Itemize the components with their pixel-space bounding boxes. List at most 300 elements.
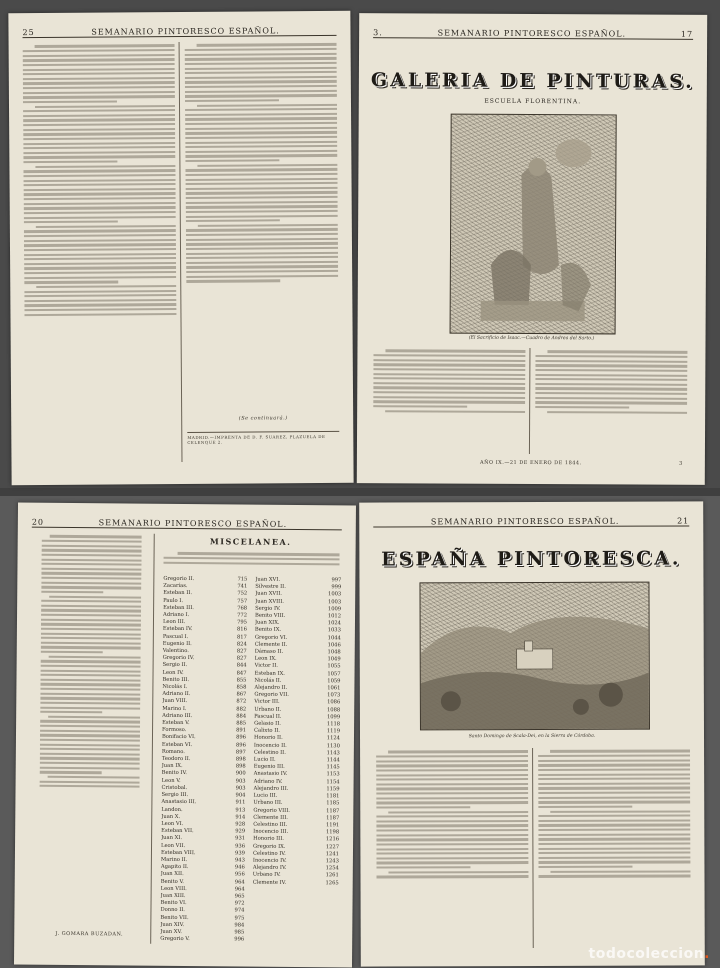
text-line: [23, 68, 175, 71]
text-line: [185, 48, 337, 51]
pope-year: 1153: [326, 771, 340, 778]
text-line: [538, 838, 690, 841]
text-line: [23, 81, 175, 84]
text-line: [376, 820, 528, 823]
pope-name: Esteban II.: [163, 590, 193, 597]
bottom-spread: [0, 496, 720, 968]
pope-year: 1187: [326, 814, 340, 822]
text-line: [185, 113, 337, 116]
pope-year: 913: [235, 806, 246, 814]
text-line: [23, 169, 175, 172]
text-line: [535, 378, 687, 381]
text-line: [535, 364, 687, 367]
text-line: [535, 401, 687, 404]
running-head: [32, 513, 342, 531]
pope-name: Adriano III.: [162, 712, 193, 719]
pope-year: 885: [236, 720, 247, 727]
pope-name: Adriano IV.: [253, 778, 283, 785]
running-head: [373, 511, 689, 527]
text-line: [24, 294, 176, 297]
text-line: [385, 410, 525, 413]
pope-year: 752: [237, 590, 248, 597]
text-line: [186, 187, 338, 190]
pope-name: Juan XVI.: [255, 576, 281, 583]
pope-year: 985: [234, 929, 245, 936]
engraving-landscape: [419, 582, 650, 731]
pope-name: Esteban VIII.: [160, 849, 196, 856]
pope-name: Urbano II.: [254, 706, 282, 713]
text-line: [41, 623, 141, 626]
body-column-left: [23, 42, 178, 463]
text-line: [40, 739, 140, 742]
pope-year: 827: [236, 655, 247, 662]
pope-year: 1059: [327, 678, 341, 685]
text-line: [538, 768, 690, 771]
text-line: [23, 49, 175, 52]
text-line: [40, 711, 102, 714]
text-line: [23, 118, 175, 121]
pope-name: Leon III.: [162, 619, 186, 626]
text-line: [538, 861, 690, 864]
pope-year: 965: [234, 893, 245, 900]
text-line: [24, 239, 176, 242]
running-head: [373, 23, 693, 40]
text-line: [185, 99, 279, 102]
text-line: [376, 815, 528, 818]
engraving-caption: Santo Domingo de Scala-Dei, en la Sierra de Córdoba.: [468, 733, 596, 740]
pope-name: Clemente III.: [253, 814, 288, 821]
pope-name: Alejandro III.: [253, 785, 289, 792]
pope-name: Gregorio II.: [163, 575, 195, 583]
text-line: [40, 766, 140, 769]
text-line: [40, 683, 140, 686]
pope-year: 795: [237, 619, 248, 626]
text-line: [23, 77, 175, 80]
printer-footer: MADRID.—IMPRENTA DE D. F. SUAREZ, PLAZUELA DE CELENQUE 2.: [187, 431, 339, 445]
pope-year: 914: [235, 814, 246, 821]
text-line: [24, 211, 176, 214]
text-line: [538, 829, 690, 832]
pope-year: 928: [235, 821, 246, 828]
pope-name: Zacarías.: [163, 583, 188, 590]
text-line: [373, 373, 525, 376]
text-line: [550, 810, 690, 813]
body-column-left: [373, 347, 526, 454]
text-line: [24, 253, 176, 256]
text-line: [386, 350, 526, 353]
pope-year: 858: [236, 684, 247, 691]
text-line: [41, 577, 141, 580]
pope-year: 1049: [327, 656, 341, 663]
text-line: [23, 132, 175, 135]
pope-name: Gregorio VIII.: [253, 807, 290, 814]
text-line: [538, 764, 690, 767]
text-line: [548, 351, 688, 354]
pope-name: Esteban IX.: [254, 670, 285, 677]
text-line: [186, 242, 338, 245]
text-line: [535, 374, 687, 377]
text-line: [36, 225, 176, 228]
pope-year: 896: [235, 742, 246, 749]
pope-year: 904: [235, 792, 246, 799]
pope-year: 975: [234, 914, 245, 922]
pope-name: Anastasio IV.: [253, 771, 288, 778]
pope-year: 1243: [325, 858, 339, 865]
text-line: [49, 595, 141, 598]
pope-year: 898: [235, 763, 246, 770]
text-line: [35, 105, 175, 108]
text-line: [41, 660, 141, 663]
text-line: [376, 760, 528, 763]
pope-year: 1012: [327, 613, 342, 620]
text-line: [23, 100, 117, 103]
text-line: [376, 764, 528, 767]
text-line: [24, 243, 176, 246]
text-line: [23, 142, 175, 145]
text-line: [186, 265, 338, 268]
text-line: [538, 875, 690, 878]
text-line: [24, 229, 176, 232]
pope-name: Gregorio IV.: [162, 655, 195, 662]
text-line: [24, 234, 176, 237]
text-line: [163, 561, 339, 565]
text-line: [185, 173, 337, 176]
text-line: [197, 43, 337, 46]
engraving-sacrifice-of-isaac: [450, 114, 617, 335]
page-bottom-left: [14, 503, 356, 968]
text-line: [164, 557, 340, 561]
text-line: [24, 262, 176, 265]
list-item: [160, 936, 244, 944]
pope-year: 1024: [327, 620, 342, 627]
text-line: [24, 192, 176, 195]
pope-year: 1057: [327, 670, 341, 677]
pope-year: 891: [236, 727, 247, 734]
text-line: [550, 750, 690, 753]
text-line: [535, 360, 687, 363]
column-rule: [529, 348, 531, 454]
text-line: [538, 759, 690, 762]
text-line: [36, 165, 176, 168]
page-number: 17: [680, 29, 694, 39]
text-line: [535, 406, 629, 409]
pope-year: 1265: [325, 879, 339, 886]
text-line: [535, 392, 687, 395]
list-item: [253, 879, 339, 887]
text-line: [23, 58, 175, 61]
pope-name: Inocencio IV.: [252, 857, 287, 864]
pope-name: Benito IX.: [254, 627, 282, 634]
text-line: [185, 159, 279, 162]
page-number: 25: [22, 28, 35, 38]
pope-name: Esteban VII.: [161, 827, 194, 835]
text-line: [41, 563, 141, 566]
pope-year: 999: [331, 584, 342, 591]
text-line: [185, 62, 337, 65]
text-line: [376, 787, 528, 790]
pope-name: Anastasio III.: [161, 799, 197, 806]
text-line: [185, 117, 337, 120]
text-line: [41, 665, 141, 668]
pope-year: 997: [331, 577, 342, 584]
text-line: [186, 280, 280, 283]
text-line: [185, 154, 337, 157]
pope-year: 882: [236, 706, 247, 713]
text-line: [23, 114, 175, 117]
pope-year: 1009: [327, 606, 342, 613]
pope-year: 896: [236, 734, 247, 742]
text-line: [48, 716, 140, 719]
text-line: [376, 834, 528, 837]
pope-name: Gregorio V.: [160, 935, 190, 943]
text-line: [538, 824, 690, 827]
signature-number: 3.: [373, 28, 383, 38]
pope-year: 1048: [327, 649, 341, 656]
pope-year: 911: [235, 799, 246, 806]
pope-year: 1198: [325, 829, 340, 836]
text-line: [186, 191, 338, 194]
pope-name: Gregorio VI.: [254, 634, 288, 641]
popes-intro: [163, 550, 339, 574]
text-line: [24, 276, 176, 279]
column-rule: [179, 42, 183, 462]
text-line: [41, 605, 141, 608]
pope-name: Landon.: [161, 806, 183, 813]
text-line: [40, 762, 140, 765]
text-line: [538, 778, 690, 781]
pope-year: 872: [236, 698, 247, 705]
pope-name: Marino II.: [160, 856, 188, 863]
page-number: 21: [677, 516, 690, 526]
text-line: [24, 281, 118, 284]
text-line: [24, 183, 176, 186]
text-line: [538, 796, 690, 799]
pope-year: 1254: [325, 865, 339, 872]
pope-year: 824: [236, 641, 247, 648]
text-line: [24, 197, 176, 200]
text-line: [178, 552, 340, 556]
text-line: [42, 549, 142, 552]
engraving-figures: [451, 115, 616, 334]
text-line: [23, 155, 175, 158]
text-line: [376, 861, 528, 864]
pope-name: Pascual I.: [162, 633, 189, 640]
text-line: [186, 238, 338, 241]
pope-name: Celestino II.: [253, 749, 286, 756]
pope-name: Juan VIII.: [162, 698, 188, 705]
text-line: [373, 363, 525, 366]
text-line: [388, 750, 528, 753]
pope-year: 956: [234, 871, 245, 878]
pope-year: 1187: [326, 807, 340, 814]
pope-name: Sergio III.: [161, 791, 189, 799]
text-line: [23, 91, 175, 94]
pope-name: Nicolás II.: [254, 677, 282, 684]
text-line: [376, 824, 528, 827]
pope-year: 1185: [326, 800, 340, 807]
pope-year: 929: [235, 828, 246, 835]
text-line: [24, 206, 176, 209]
text-line: [41, 674, 141, 677]
text-line: [185, 168, 337, 171]
text-line: [547, 411, 687, 414]
column-rule: [150, 534, 155, 944]
pope-year: 943: [234, 857, 245, 864]
pope-year: 1130: [326, 742, 340, 750]
text-line: [376, 778, 528, 781]
text-line: [376, 843, 528, 846]
text-line: [24, 271, 176, 274]
pope-name: Esteban VI.: [161, 741, 193, 748]
text-line: [198, 164, 338, 167]
text-line: [24, 248, 176, 251]
text-line: [41, 618, 141, 621]
text-line: [376, 857, 528, 860]
pope-year: 1003: [328, 591, 342, 598]
text-line: [24, 266, 176, 269]
text-line: [41, 646, 141, 649]
text-line: [538, 856, 690, 859]
text-line: [186, 182, 338, 185]
pope-name: Juan XIV.: [160, 921, 185, 928]
text-line: [40, 679, 140, 682]
text-line: [186, 251, 338, 254]
text-line: [373, 377, 525, 380]
watermark-logo: todocoleccion.: [588, 946, 710, 962]
text-line: [23, 109, 175, 112]
text-line: [538, 755, 690, 758]
text-line: [41, 669, 141, 672]
text-line: [24, 216, 176, 219]
pope-name: Honorio III.: [253, 835, 284, 843]
pope-name: Esteban V.: [162, 719, 190, 727]
popes-list-left: [160, 576, 247, 949]
text-line: [185, 66, 337, 69]
text-line: [41, 609, 141, 612]
text-line: [538, 819, 690, 822]
text-line: [373, 391, 525, 394]
text-line: [23, 54, 175, 57]
body-column-right: [535, 348, 688, 455]
text-line: [24, 257, 176, 260]
pope-name: Teodoro II.: [161, 755, 191, 763]
pope-name: Esteban IV.: [162, 626, 193, 633]
pope-name: Juan XIII.: [160, 892, 186, 899]
pope-name: Leon VI.: [161, 820, 184, 827]
text-line: [41, 600, 141, 603]
text-line: [186, 214, 338, 217]
pope-name: Gregorio IX.: [253, 843, 286, 850]
text-line: [538, 833, 690, 836]
text-line: [40, 734, 140, 737]
text-line: [41, 628, 141, 631]
text-line: [186, 256, 338, 259]
section-title: ESPAÑA PINTORESCA.: [381, 547, 682, 571]
text-line: [197, 103, 337, 106]
text-line: [389, 871, 529, 874]
text-line: [24, 308, 176, 311]
miscelanea-heading: MISCELANEA.: [209, 536, 292, 547]
pope-name: Juan XI.: [161, 835, 183, 842]
pope-year: 741: [237, 583, 248, 590]
pope-name: Leon IV.: [162, 669, 184, 676]
text-line: [41, 637, 141, 640]
text-line: [40, 688, 140, 691]
text-line: [23, 72, 175, 75]
author-signature: J. GOMARA BUZADAN.: [55, 930, 124, 938]
pope-name: Juan X.: [161, 813, 181, 820]
text-line: [538, 787, 690, 790]
pope-name: Benito VII.: [160, 914, 189, 921]
body-column-left: [376, 748, 529, 949]
pope-name: Pascual II.: [254, 713, 282, 720]
text-line: [40, 780, 140, 783]
text-line: [40, 702, 140, 705]
text-line: [185, 71, 337, 74]
text-line: [376, 797, 528, 800]
text-line: [185, 140, 337, 143]
text-line: [185, 150, 337, 153]
text-line: [186, 270, 338, 273]
text-line: [376, 838, 528, 841]
text-line: [41, 568, 141, 571]
text-line: [40, 692, 140, 695]
pope-year: 1099: [326, 714, 341, 721]
text-line: [373, 396, 525, 399]
pope-name: Valentino.: [162, 647, 189, 655]
pope-name: Bonifacio VI.: [161, 734, 196, 741]
text-line: [538, 842, 690, 845]
text-line: [186, 261, 338, 264]
text-line: [24, 179, 176, 182]
text-line: [24, 290, 176, 293]
text-line: [42, 540, 142, 543]
text-line: [23, 151, 175, 154]
pope-name: Celestino IV.: [252, 850, 286, 857]
pope-year: 931: [235, 835, 246, 842]
text-line: [186, 228, 338, 231]
running-title: SEMANARIO PINTORESCO ESPAÑOL.: [91, 26, 280, 37]
text-line: [535, 369, 687, 372]
pope-year: 964: [234, 886, 245, 893]
text-line: [41, 632, 141, 635]
text-line: [185, 80, 337, 83]
text-line: [35, 44, 175, 47]
pope-name: Sergio II.: [162, 662, 188, 669]
closing-note: (Se continuará.): [238, 415, 288, 422]
text-line: [376, 769, 528, 772]
pope-year: 903: [235, 785, 246, 792]
text-line: [185, 85, 337, 88]
text-line: [373, 400, 525, 403]
pope-year: 1061: [327, 685, 341, 692]
pope-year: 1261: [325, 872, 339, 879]
pope-name: Clemente IV.: [252, 879, 287, 886]
pope-name: Alejandro IV.: [252, 864, 287, 872]
pope-name: Leon IX.: [254, 655, 277, 663]
text-line: [40, 729, 140, 732]
text-line: [24, 303, 176, 306]
pope-name: Juan XII.: [160, 871, 184, 878]
body-column-right: [185, 41, 340, 414]
pope-year: 1003: [327, 598, 342, 605]
text-line: [24, 313, 176, 316]
text-line: [23, 146, 175, 149]
text-line: [376, 774, 528, 777]
pope-year: 964: [234, 878, 245, 886]
text-line: [41, 572, 141, 575]
pope-year: 1044: [327, 634, 341, 641]
